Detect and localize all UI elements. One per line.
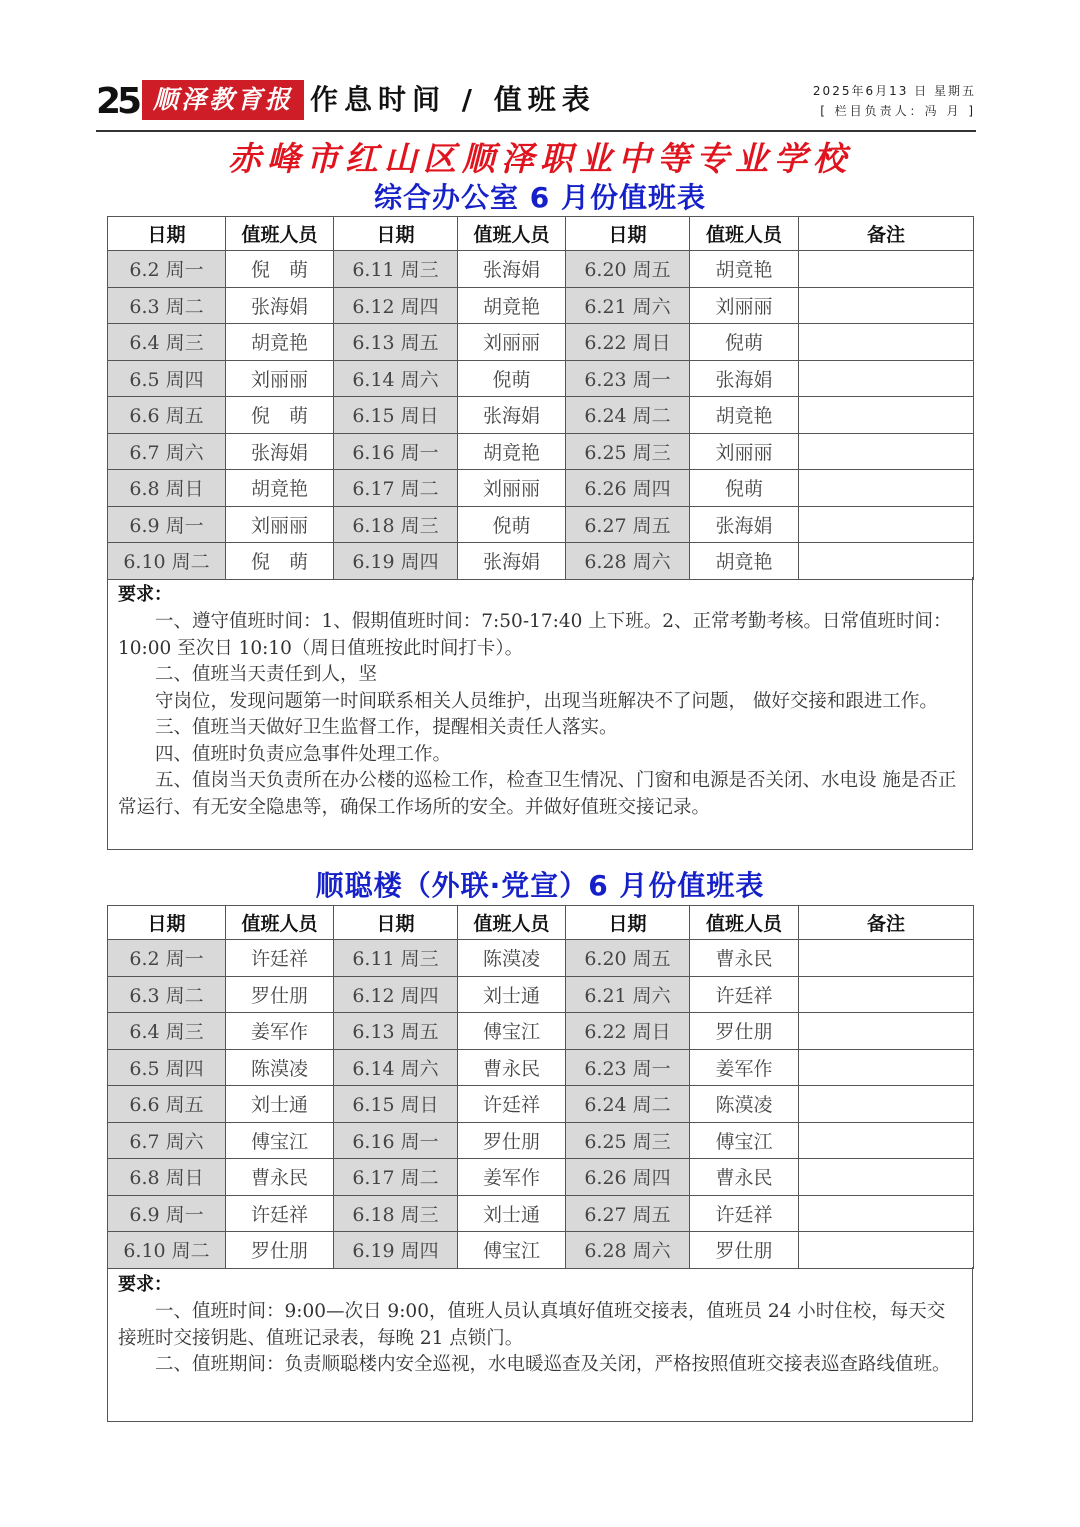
header-date: 日期: [108, 217, 226, 251]
table-row: [108, 976, 974, 1013]
duty-person-cell: 张海娟: [226, 287, 334, 324]
date-cell: 6.10 周二: [108, 1232, 226, 1269]
header-person: 值班人员: [690, 906, 799, 940]
duty-person-cell: 曹永民: [690, 940, 799, 977]
header-notes: 备注: [799, 217, 974, 251]
duty-person-cell: 倪 萌: [226, 251, 334, 288]
notes-cell: [799, 543, 974, 580]
duty-person-cell: 胡竟艳: [226, 324, 334, 361]
date-cell: 6.23 周一: [566, 360, 690, 397]
date-cell: 6.19 周四: [334, 1232, 458, 1269]
duty-person-cell: 刘丽丽: [226, 360, 334, 397]
date-cell: 6.21 周六: [566, 976, 690, 1013]
date-cell: 6.3 周二: [108, 287, 226, 324]
table-header-row: [108, 906, 974, 940]
header-notes: 备注: [799, 906, 974, 940]
date-cell: 6.11 周三: [334, 940, 458, 977]
date-cell: 6.12 周四: [334, 287, 458, 324]
date-cell: 6.4 周三: [108, 324, 226, 361]
date-cell: 6.23 周一: [566, 1049, 690, 1086]
requirement-item: 五、值岗当天负责所在办公楼的巡检工作，检查卫生情况、门窗和电源是否关闭、水电设 施是否正常运行、有无安全隐患等，确保工作场所的安全。并做好值班交接记录。: [118, 770, 957, 818]
duty-person-cell: 罗仕朋: [458, 1122, 566, 1159]
date-cell: 6.5 周四: [108, 360, 226, 397]
duty-person-cell: 刘丽丽: [226, 506, 334, 543]
duty-person-cell: 曹永民: [690, 1159, 799, 1196]
notes-cell: [799, 433, 974, 470]
table-row: [108, 1232, 974, 1269]
notes-cell: [799, 1159, 974, 1196]
duty-person-cell: 张海娟: [458, 397, 566, 434]
notes-cell: [799, 1086, 974, 1123]
date-cell: 6.20 周五: [566, 940, 690, 977]
table-row: [108, 287, 974, 324]
duty-person-cell: 许廷祥: [226, 940, 334, 977]
date-cell: 6.28 周六: [566, 543, 690, 580]
table-row: [108, 506, 974, 543]
requirements-heading: 要求：: [118, 584, 172, 605]
requirement-item: 二、值班期间：负责顺聪楼内安全巡视，水电暖巡查及关闭，严格按照值班交接表巡查路线值班。: [155, 1354, 951, 1375]
table-row: [108, 397, 974, 434]
duty-person-cell: 姜军作: [226, 1013, 334, 1050]
duty-person-cell: 曹永民: [226, 1159, 334, 1196]
table-row: [108, 543, 974, 580]
date-cell: 6.7 周六: [108, 1122, 226, 1159]
duty-person-cell: 许廷祥: [226, 1195, 334, 1232]
header-date: 日期: [566, 217, 690, 251]
requirement-item: 守岗位，发现问题第一时间联系相关人员维护，出现当班解决不了问题， 做好交接和跟进工作。: [155, 690, 938, 712]
notes-cell: [799, 976, 974, 1013]
date-cell: 6.16 周一: [334, 1122, 458, 1159]
header-person: 值班人员: [458, 906, 566, 940]
duty-person-cell: 罗仕朋: [690, 1013, 799, 1050]
notes-cell: [799, 506, 974, 543]
date-cell: 6.13 周五: [334, 1013, 458, 1050]
newspaper-brand-logo: 顺泽教育报: [142, 80, 304, 120]
date-cell: 6.20 周五: [566, 251, 690, 288]
date-cell: 6.21 周六: [566, 287, 690, 324]
notes-cell: [799, 1049, 974, 1086]
date-cell: 6.6 周五: [108, 1086, 226, 1123]
duty-person-cell: 倪萌: [458, 360, 566, 397]
section-title: 作息时间 / 值班表: [310, 83, 596, 116]
date-cell: 6.11 周三: [334, 251, 458, 288]
date-cell: 6.27 周五: [566, 1195, 690, 1232]
date-cell: 6.12 周四: [334, 976, 458, 1013]
date-cell: 6.3 周二: [108, 976, 226, 1013]
duty-person-cell: 刘丽丽: [690, 287, 799, 324]
duty-person-cell: 倪萌: [690, 470, 799, 507]
masthead: [96, 78, 976, 128]
duty-person-cell: 罗仕朋: [226, 1232, 334, 1269]
duty-person-cell: 胡竟艳: [690, 251, 799, 288]
date-cell: 6.17 周二: [334, 1159, 458, 1196]
duty-person-cell: 许廷祥: [690, 1195, 799, 1232]
table-row: [108, 360, 974, 397]
duty-person-cell: 刘士通: [458, 976, 566, 1013]
date-cell: 6.26 周四: [566, 1159, 690, 1196]
duty-person-cell: 刘丽丽: [458, 470, 566, 507]
notes-cell: [799, 324, 974, 361]
duty-person-cell: 傅宝江: [226, 1122, 334, 1159]
notes-cell: [799, 940, 974, 977]
date-cell: 6.2 周一: [108, 940, 226, 977]
notes-cell: [799, 397, 974, 434]
date-cell: 6.27 周五: [566, 506, 690, 543]
table-row: [108, 470, 974, 507]
date-cell: 6.9 周一: [108, 1195, 226, 1232]
duty-person-cell: 傅宝江: [458, 1232, 566, 1269]
date-cell: 6.7 周六: [108, 433, 226, 470]
table-row: [108, 324, 974, 361]
table-row: [108, 1122, 974, 1159]
notes-cell: [799, 1013, 974, 1050]
table-row: [108, 1159, 974, 1196]
duty-table-shuncong: [107, 905, 974, 1269]
date-cell: 6.4 周三: [108, 1013, 226, 1050]
date-cell: 6.8 周日: [108, 1159, 226, 1196]
date-cell: 6.15 周日: [334, 1086, 458, 1123]
duty-person-cell: 胡竟艳: [690, 397, 799, 434]
duty-person-cell: 刘丽丽: [458, 324, 566, 361]
duty-person-cell: 许廷祥: [458, 1086, 566, 1123]
table-row: [108, 1086, 974, 1123]
duty-person-cell: 许廷祥: [690, 976, 799, 1013]
notes-cell: [799, 360, 974, 397]
duty-person-cell: 胡竟艳: [458, 287, 566, 324]
header-date: 日期: [334, 906, 458, 940]
duty-person-cell: 陈漠凌: [226, 1049, 334, 1086]
date-cell: 6.26 周四: [566, 470, 690, 507]
date-cell: 6.18 周三: [334, 1195, 458, 1232]
date-cell: 6.24 周二: [566, 397, 690, 434]
duty-person-cell: 傅宝江: [690, 1122, 799, 1159]
notes-cell: [799, 470, 974, 507]
school-title: 赤峰市红山区顺泽职业中等专业学校: [228, 139, 852, 178]
date-cell: 6.22 周日: [566, 1013, 690, 1050]
notes-cell: [799, 251, 974, 288]
date-cell: 6.13 周五: [334, 324, 458, 361]
date-cell: 6.15 周日: [334, 397, 458, 434]
header-person: 值班人员: [226, 217, 334, 251]
duty-person-cell: 张海娟: [690, 360, 799, 397]
duty-person-cell: 张海娟: [458, 543, 566, 580]
date-cell: 6.9 周一: [108, 506, 226, 543]
date-cell: 6.14 周六: [334, 1049, 458, 1086]
date-cell: 6.16 周一: [334, 433, 458, 470]
masthead-divider: [96, 130, 976, 132]
table-header-row: [108, 217, 974, 251]
notes-cell: [799, 1122, 974, 1159]
date-cell: 6.8 周日: [108, 470, 226, 507]
issue-date: 2025年6月13 日 星期五: [812, 84, 976, 98]
table-row: [108, 1013, 974, 1050]
date-cell: 6.28 周六: [566, 1232, 690, 1269]
duty-person-cell: 曹永民: [458, 1049, 566, 1086]
duty-person-cell: 刘丽丽: [690, 433, 799, 470]
date-cell: 6.25 周三: [566, 433, 690, 470]
duty-person-cell: 刘士通: [458, 1195, 566, 1232]
date-cell: 6.19 周四: [334, 543, 458, 580]
column-editor: [ 栏目负责人：冯 月 ]: [820, 104, 976, 118]
notes-cell: [799, 1232, 974, 1269]
duty-person-cell: 倪萌: [458, 506, 566, 543]
duty-person-cell: 罗仕朋: [690, 1232, 799, 1269]
header-person: 值班人员: [458, 217, 566, 251]
requirements-shuncong: [107, 1267, 973, 1422]
requirements-office: [107, 577, 973, 850]
date-cell: 6.2 周一: [108, 251, 226, 288]
notes-cell: [799, 1195, 974, 1232]
date-cell: 6.6 周五: [108, 397, 226, 434]
duty-person-cell: 张海娟: [226, 433, 334, 470]
duty-person-cell: 姜军作: [458, 1159, 566, 1196]
header-date: 日期: [566, 906, 690, 940]
requirements-heading: 要求：: [118, 1274, 172, 1295]
date-cell: 6.17 周二: [334, 470, 458, 507]
header-person: 值班人员: [690, 217, 799, 251]
header-person: 值班人员: [226, 906, 334, 940]
date-cell: 6.5 周四: [108, 1049, 226, 1086]
duty-person-cell: 胡竟艳: [690, 543, 799, 580]
duty-person-cell: 罗仕朋: [226, 976, 334, 1013]
date-cell: 6.25 周三: [566, 1122, 690, 1159]
table-title-shuncong: 顺聪楼（外联·党宣）6 月份值班表: [315, 869, 765, 902]
duty-person-cell: 倪 萌: [226, 397, 334, 434]
date-cell: 6.18 周三: [334, 506, 458, 543]
duty-person-cell: 张海娟: [690, 506, 799, 543]
duty-person-cell: 陈漠凌: [690, 1086, 799, 1123]
table-row: [108, 433, 974, 470]
requirement-item: 四、值班时负责应急事件处理工作。: [155, 743, 452, 765]
requirement-item: 二、值班当天责任到人，坚: [155, 664, 378, 685]
header-date: 日期: [108, 906, 226, 940]
table-title-office: 综合办公室 6 月份值班表: [374, 181, 706, 214]
table-row: [108, 251, 974, 288]
duty-person-cell: 倪萌: [690, 324, 799, 361]
duty-person-cell: 姜军作: [690, 1049, 799, 1086]
duty-person-cell: 胡竟艳: [458, 433, 566, 470]
duty-person-cell: 刘士通: [226, 1086, 334, 1123]
date-cell: 6.14 周六: [334, 360, 458, 397]
table-row: [108, 940, 974, 977]
requirement-item: 一、值班时间：9:00—次日 9:00，值班人员认真填好值班交接表，值班员 24 小时住校，每天交接班时交接钥匙、值班记录表，每晚 21 点锁门。: [118, 1301, 946, 1349]
header-date: 日期: [334, 217, 458, 251]
duty-person-cell: 倪 萌: [226, 543, 334, 580]
notes-cell: [799, 287, 974, 324]
requirement-item: 一、遵守值班时间：1、假期值班时间：7:50-17:40 上下班。2、正常考勤考核。日常值班时间：10:00 至次日 10:10（周日值班按此时间打卡）。: [118, 611, 952, 659]
date-cell: 6.10 周二: [108, 543, 226, 580]
duty-table-office: [107, 216, 974, 580]
table-row: [108, 1195, 974, 1232]
issue-number: 25: [96, 81, 139, 122]
duty-person-cell: 张海娟: [458, 251, 566, 288]
table-row: [108, 1049, 974, 1086]
duty-person-cell: 陈漠凌: [458, 940, 566, 977]
requirement-item: 三、值班当天做好卫生监督工作，提醒相关责任人落实。: [155, 717, 618, 738]
date-cell: 6.22 周日: [566, 324, 690, 361]
date-cell: 6.24 周二: [566, 1086, 690, 1123]
duty-person-cell: 胡竟艳: [226, 470, 334, 507]
duty-person-cell: 傅宝江: [458, 1013, 566, 1050]
